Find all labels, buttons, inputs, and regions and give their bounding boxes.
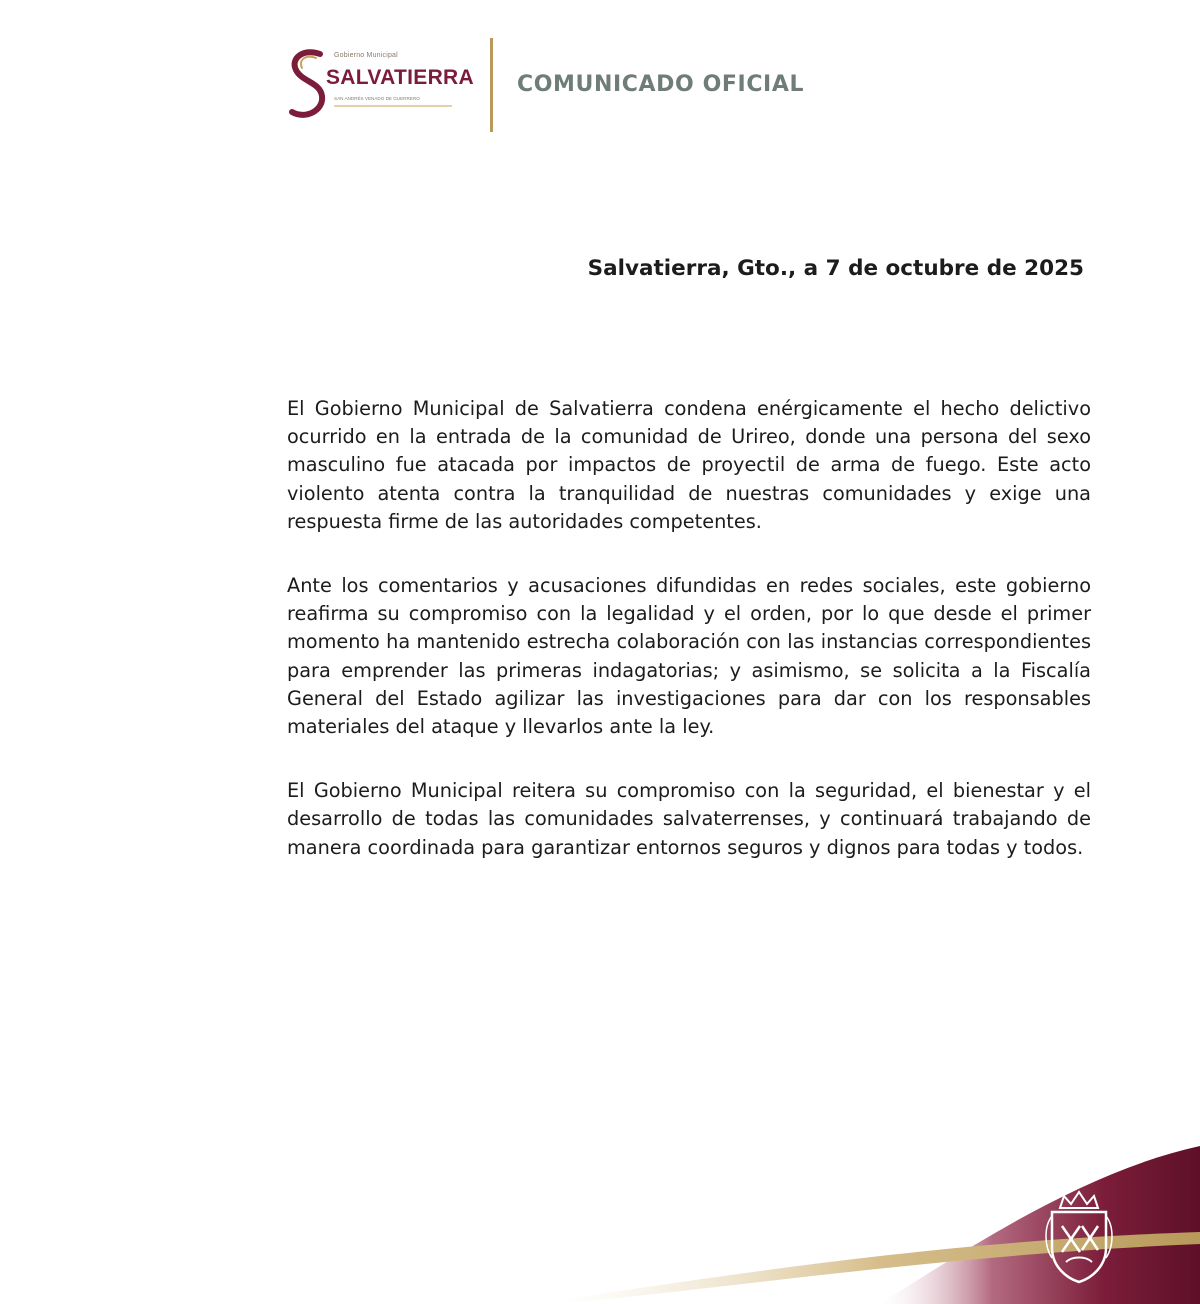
communique-body (287, 395, 1091, 898)
municipal-coat-of-arms-icon (1040, 1186, 1118, 1288)
date-line: Salvatierra, Gto., a 7 de octubre de 2025 (587, 256, 1084, 281)
paragraph: Ante los comentarios y acusaciones difundidas en redes sociales, este gobierno reafirma su compromiso con la legalidad y el orden, por lo que desde el primer momento ha mantenido estrecha colaboración con las instancias correspondientes para emprender las primeras indagatorias; y asimismo, se solicita a la Fiscalía General del Estado agilizar las investigaciones para dar con los responsables materiales del ataque y llevarlos ante la ley. (287, 574, 1091, 739)
logo-tagline: SAN ANDRÉS VENADO DE GUERRERO (334, 96, 420, 101)
salvatierra-logo (286, 44, 474, 122)
header-divider (490, 38, 493, 132)
municipal-emblem (1040, 1186, 1118, 1288)
document-type-title: COMUNICADO OFICIAL (517, 72, 805, 97)
paragraph: El Gobierno Municipal de Salvatierra condena enérgicamente el hecho delictivo ocurrido en la entrada de la comunidad de Urireo, donde una persona del sexo masculino fue atacada por impactos de proyectil de arma de fuego. Este acto violento atenta contra la tranquilidad de nuestras comunidades y exige una respuesta firme de las autoridades competentes. (287, 397, 1091, 533)
logo-name: SALVATIERRA (326, 66, 474, 89)
paragraph: El Gobierno Municipal reitera su compromiso con la seguridad, el bienestar y el desarrollo de todas las comunidades salvaterrenses, y continuará trabajando de manera coordinada para garantizar entornos seguros y dignos para todas y todos. (287, 779, 1091, 859)
logo-org-label: Gobierno Municipal (334, 52, 398, 59)
